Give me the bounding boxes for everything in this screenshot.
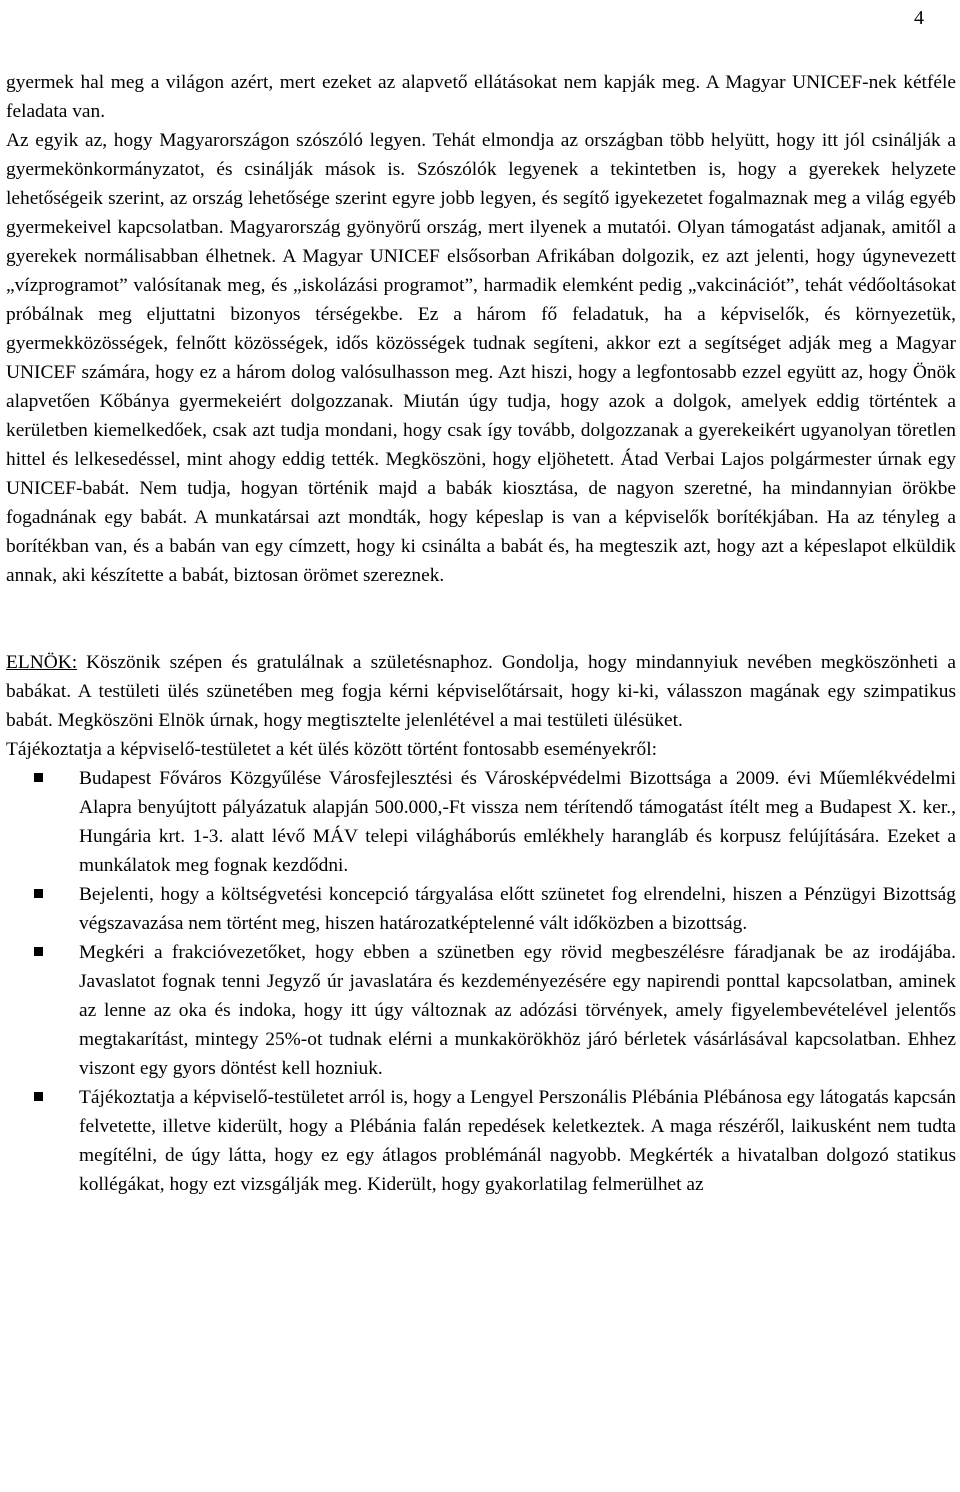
paragraph-unicef-tasks: gyermek hal meg a világon azért, mert ezeket az alapvető ellátásokat nem kapják meg. A Magyar UNICEF-nek kétféle feladata van. xyxy=(6,72,956,122)
page-number: 4 xyxy=(914,7,924,29)
list-item-text: Budapest Főváros Közgyűlése Városfejlesztési és Városképvédelmi Bizottsága a 2009. évi Műemlékvédelmi Alapra benyújtott pályázatuk alapján 500.000,-Ft vissza nem térítendő támogatást ítélt meg a Budapest X. ker., Hungária krt. 1-3. alatt lévő MÁV telepi világháborús emlékhely harangláb és korpusz felújítására. Ezeket a munkálatok meg fognak kezdődni. xyxy=(79,768,956,876)
list-item xyxy=(6,764,956,880)
list-item-text: Bejelenti, hogy a költségvetési koncepció tárgyalása előtt szünetet fog elrendelni, hiszen a Pénzügyi Bizottság végszavazása nem történt meg, hiszen határozatképtelenné vált időközben a bizottság. xyxy=(79,884,956,934)
list-item-text: Megkéri a frakcióvezetőket, hogy ebben a szünetben egy rövid megbeszélésre fáradjanak be az irodájába. Javaslatot fognak tenni Jegyző úr javaslatára és kezdeményezésére egy napirendi ponttal kapcsolatban, aminek az lenne az oka és indoka, hogy itt úgy változnak az adózási törvények, amely figyelembevételével jelentős megtakarítást, mintegy 25%-ot tudnak elérni a munkakörökhöz járó bérletek vásárlásával kapcsolatban. Ehhez viszont egy gyors döntést kell hozniuk. xyxy=(79,942,956,1079)
chair-statement-text: Köszönik szépen és gratulálnak a születésnaphoz. Gondolja, hogy mindannyiuk nevében megköszönheti a babákat. A testületi ülés szünetében meg fogja kérni képviselőtársait, hogy ki-ki, válasszon magának egy szimpatikus babát. Megköszöni Elnök úrnak, hogy megtisztelte jelenlétével a mai testületi ülésüket. xyxy=(6,652,956,731)
chair-statement xyxy=(6,648,956,735)
list-item xyxy=(6,938,956,1083)
section-gap xyxy=(6,590,956,648)
speaker-label: ELNÖK: xyxy=(6,652,78,673)
list-item xyxy=(6,1083,956,1199)
list-item-text: Tájékoztatja a képviselő-testületet arról is, hogy a Lengyel Perszonális Plébánia Plébánosa egy látogatás kapcsán felvetette, illetve kiderült, hogy a Plébánia falán repedések keletkeztek. A maga részéről, laikusként nem tudta megítélni, de úgy látta, hogy ez egy átlagos problémánál nagyobb. Megkérték a hivatalban dolgozó statikus kollégákat, hogy ezt vizsgálják meg. Kiderült, hogy gyakorlatilag felmerülhet az xyxy=(79,1087,956,1195)
events-list xyxy=(6,764,956,1199)
square-bullet-icon xyxy=(34,1092,43,1101)
paragraph-unicef-advocacy: Az egyik az, hogy Magyarországon szószóló legyen. Tehát elmondja az országban több helyütt, hogy itt jól csinálják a gyermekönkormányzatot, és csinálják mások is. Szószólók legyenek a tekintetben is, hogy a gyerekek helyzete lehetőségeik szerint, az ország lehetősége szerint egyre jobb legyen, és segítő igyekezetet fogalmaznak meg a világ egyéb gyermekeivel kapcsolatban. Magyarország gyönyörű ország, mert ilyenek a mutatói. Olyan támogatást adjanak, amitől a gyerekek normálisabban élhetnek. A Magyar UNICEF elsősorban Afrikában dolgozik, ez azt jelenti, hogy úgynevezett „vízprogramot” valósítanak meg, és „iskolázási programot”, harmadik elemként pedig „vakcinációt”, tehát védőoltásokat próbálnak meg eljuttatni bizonyos térségekbe. Ez a három fő feladatuk, ha a képviselők, és környezetük, gyermekközösségek, felnőtt közösségek, idős közösségek tudnak segíteni, akkor ezt a segítséget adják meg a Magyar UNICEF számára, hogy ez a három dolog valósulhasson meg. Azt hiszi, hogy a legfontosabb ezzel együtt az, hogy Önök alapvetően Kőbánya gyermekeiért dolgozzanak. Miután úgy tudja, hogy azok a dolgok, amelyek eddig történtek a kerületben kiemelkedőek, csak azt tudja mondani, hogy csak így tovább, dolgozzanak a gyerekeikért ugyanolyan töretlen hittel és lelkesedéssel, mint ahogy eddig tették. Megköszöni, hogy eljöhetett. Átad Verbai Lajos polgármester úrnak egy UNICEF-babát. Nem tudja, hogyan történik majd a babák kiosztása, de nagyon szeretné, ha mindannyian örökbe fogadnának egy babát. A munkatársai azt mondták, hogy képeslap is van a képviselők borítékjában. Ha az tényleg a borítékban van, és a babán van egy címzett, hogy ki csinálta a babát és, ha megteszik azt, hogy azt a képeslapot elküldik annak, aki készítette a babát, biztosan örömet szereznek. xyxy=(6,130,956,586)
square-bullet-icon xyxy=(34,889,43,898)
document-body xyxy=(6,68,956,1199)
square-bullet-icon xyxy=(34,773,43,782)
list-item xyxy=(6,880,956,938)
events-intro: Tájékoztatja a képviselő-testületet a két ülés között történt fontosabb eseményekről: xyxy=(6,739,657,760)
square-bullet-icon xyxy=(34,947,43,956)
